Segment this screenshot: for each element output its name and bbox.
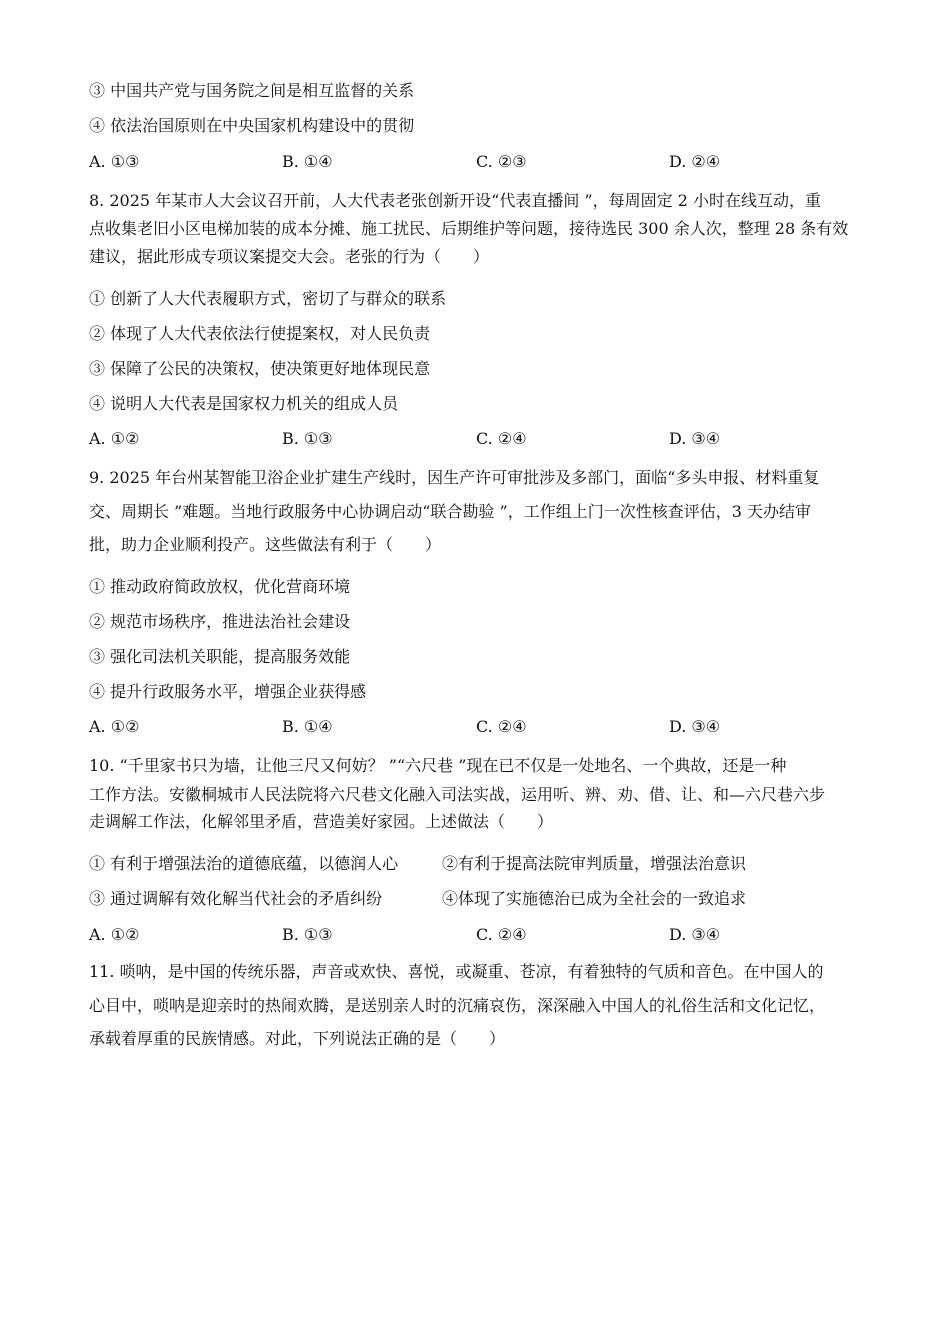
q9-option-item-2: ② 规范市场秩序，推进法治社会建设	[89, 612, 351, 631]
q8-choice-c[interactable]: C. ②④	[476, 429, 527, 448]
q7-choice-d[interactable]: D. ②④	[669, 152, 721, 171]
q9-choice-b[interactable]: B. ①④	[282, 717, 333, 736]
q8-choice-a[interactable]: A. ①②	[89, 429, 140, 448]
q10-choice-a[interactable]: A. ①②	[89, 925, 140, 944]
q9-option-item-1: ① 推动政府简政放权，优化营商环境	[89, 577, 351, 596]
q9-stem-line-1: 9. 2025 年台州某智能卫浴企业扩建生产线时，因生产许可审批涉及多部门，面临“多头申报、材料重复	[89, 468, 820, 487]
q10-stem-line-1: 10. “千里家书只为墙，让他三尺又何妨？ ”“六尺巷 ”现在已不仅是一处地名、一个典故，还是一种	[89, 756, 787, 775]
q10-choice-c[interactable]: C. ②④	[476, 925, 527, 944]
q10-choice-b[interactable]: B. ①③	[282, 925, 333, 944]
q9-stem-line-2: 交、周期长 ”难题。当地行政服务中心协调启动“联合勘验 ”，工作组上门一次性核查评估，3 天办结审	[89, 502, 811, 521]
q8-option-item-2: ② 体现了人大代表依法行使提案权，对人民负责	[89, 324, 431, 343]
q8-option-item-1: ① 创新了人大代表履职方式，密切了与群众的联系	[89, 289, 447, 308]
q10-choice-d[interactable]: D. ③④	[669, 925, 721, 944]
q7-option-item-4: ④ 依法治国原则在中央国家机构建设中的贯彻	[89, 116, 415, 135]
q8-stem-line-1: 8. 2025 年某市人大会议召开前，人大代表老张创新开设“代表直播间 ”，每周固定 2 小时在线互动，重	[89, 191, 821, 210]
q8-stem-line-2: 点收集老旧小区电梯加装的成本分摊、施工扰民、后期维护等问题，接待选民 300 余人次，整理 28 条有效	[89, 219, 849, 238]
q9-choice-a[interactable]: A. ①②	[89, 717, 140, 736]
q11-stem-line-2: 心目中，唢呐是迎亲时的热闹欢腾，是送别亲人时的沉痛哀伤，深深融入中国人的礼俗生活和文化记忆，	[89, 996, 826, 1015]
q10-option-item-4: ④体现了实施德治已成为全社会的一致追求	[442, 889, 747, 908]
q10-option-item-2: ②有利于提高法院审判质量，增强法治意识	[442, 854, 747, 873]
q7-choice-c[interactable]: C. ②③	[476, 152, 527, 171]
q11-stem-line-1: 11. 唢呐，是中国的传统乐器，声音或欢快、喜悦，或凝重、苍凉，有着独特的气质和音色。在中国人的	[89, 962, 824, 981]
q10-option-item-1: ① 有利于增强法治的道德底蕴，以德润人心	[89, 854, 399, 873]
q9-choice-c[interactable]: C. ②④	[476, 717, 527, 736]
q9-option-item-3: ③ 强化司法机关职能，提高服务效能	[89, 647, 351, 666]
q10-option-item-3: ③ 通过调解有效化解当代社会的矛盾纠纷	[89, 889, 383, 908]
q9-choice-d[interactable]: D. ③④	[669, 717, 721, 736]
q7-option-item-3: ③ 中国共产党与国务院之间是相互监督的关系	[89, 81, 415, 100]
q8-option-item-3: ③ 保障了公民的决策权，使决策更好地体现民意	[89, 359, 431, 378]
q9-stem-line-3: 批，助力企业顺利投产。这些做法有利于（ ）	[89, 535, 442, 554]
q10-stem-line-2: 工作方法。安徽桐城市人民法院将六尺巷文化融入司法实战，运用听、辨、劝、借、让、和—六尺巷六步	[89, 785, 826, 804]
q10-stem-line-3: 走调解工作法，化解邻里矛盾，营造美好家园。上述做法（ ）	[89, 812, 554, 831]
q7-choice-b[interactable]: B. ①④	[282, 152, 333, 171]
q7-choice-a[interactable]: A. ①③	[89, 152, 140, 171]
q8-stem-line-3: 建议，据此形成专项议案提交大会。老张的行为（ ）	[89, 247, 490, 266]
q11-stem-line-3: 承载着厚重的民族情感。对此，下列说法正确的是（ ）	[89, 1029, 506, 1048]
q8-choice-b[interactable]: B. ①③	[282, 429, 333, 448]
q8-choice-d[interactable]: D. ③④	[669, 429, 721, 448]
q8-option-item-4: ④ 说明人大代表是国家权力机关的组成人员	[89, 394, 399, 413]
q9-option-item-4: ④ 提升行政服务水平，增强企业获得感	[89, 682, 367, 701]
